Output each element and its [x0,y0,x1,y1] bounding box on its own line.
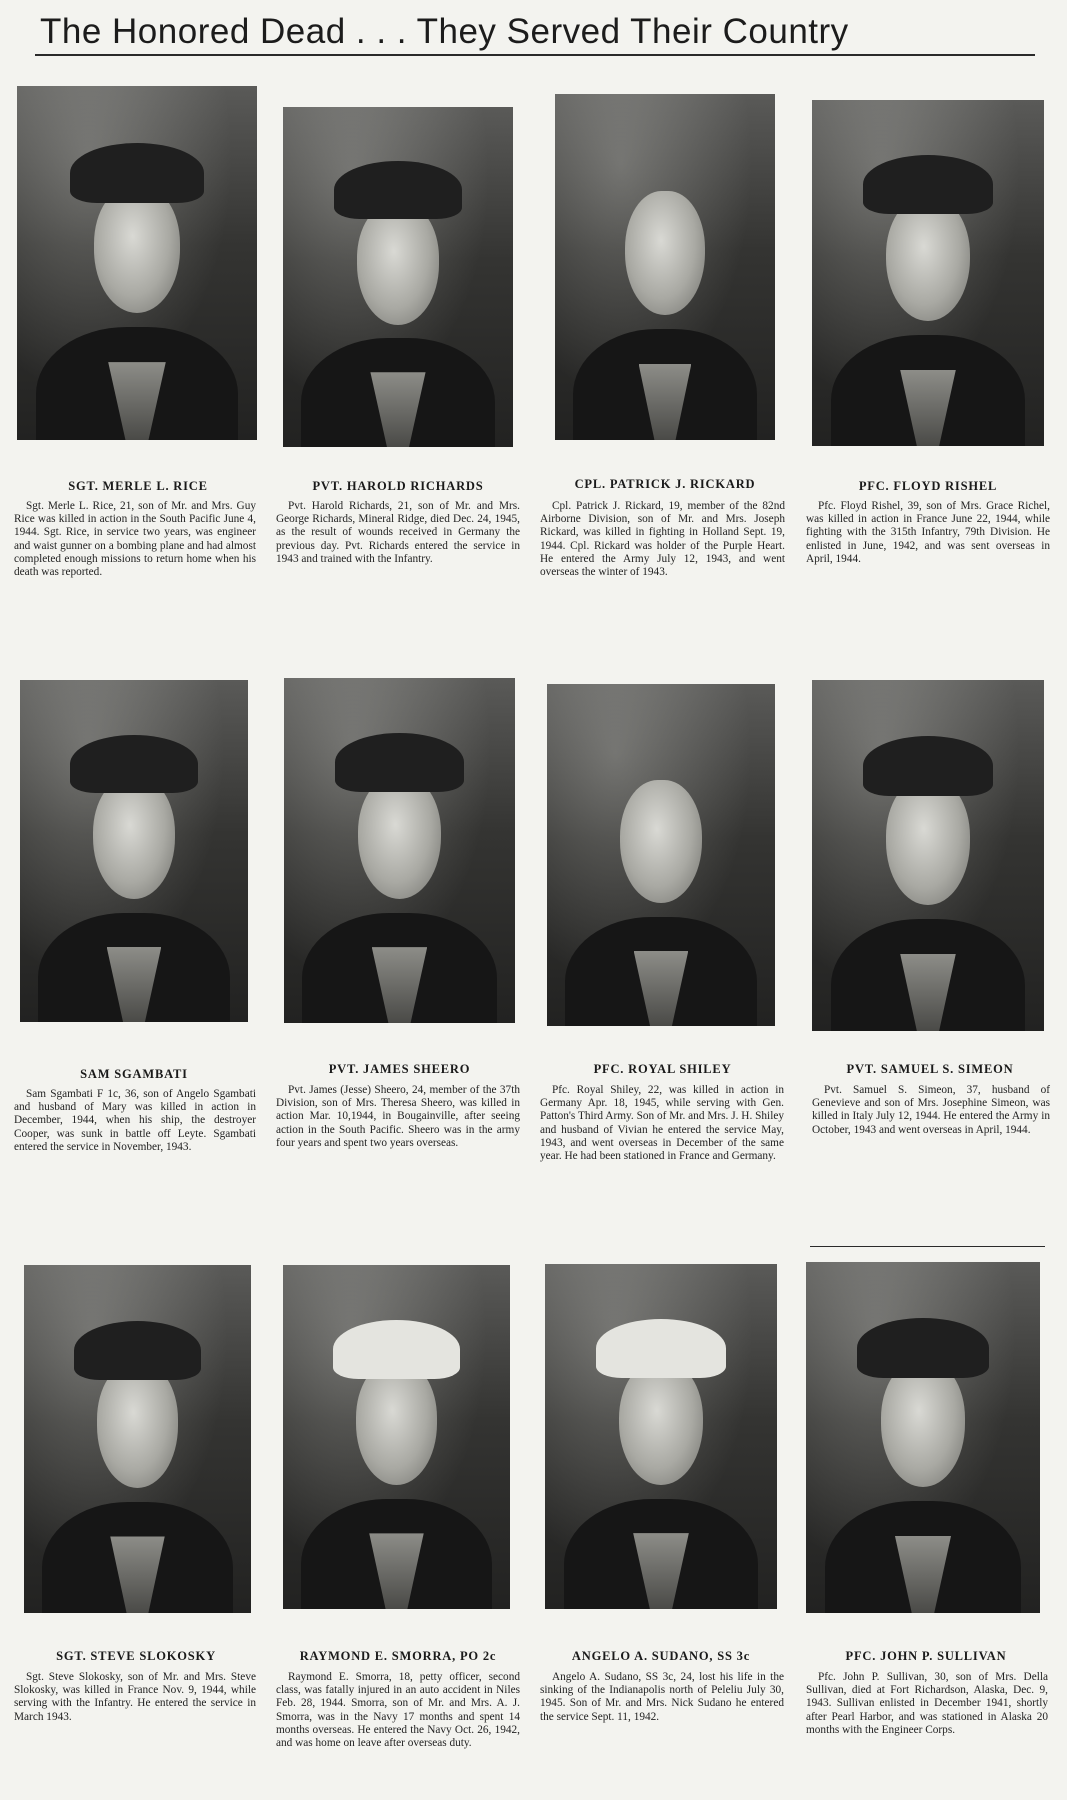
soldier-name: PVT. HAROLD RICHARDS [312,479,484,493]
soldier-bio: Pvt. James (Jesse) Sheero, 24, member of the 37th Division, son of Mrs. Theresa Sheero, was killed in action Mar. 10,1944, in Bougainville, after seeing action in the South Pacific. Sheero was in the army four years and spent two years overseas. [276,1084,520,1149]
soldier-name: ANGELO A. SUDANO, SS 3c [571,1649,751,1663]
portrait-photo [555,94,775,440]
soldier-bio: Pfc. Floyd Rishel, 39, son of Mrs. Grace Richel, was killed in action in France June 22, 1944, while fighting with the 315th Infantry, 79th Division. He enlisted in June, 1942, and was sent overseas in April, 1944. [806,500,1050,565]
soldier-bio: Sam Sgambati F 1c, 36, son of Angelo Sgambati and husband of Mary was killed in action in December, 1944, when his ship, the destroyer Cooper, was sunk in battle off Leyte. Sgambati entered the service in November, 1943. [14,1088,256,1153]
soldier-name: PFC. ROYAL SHILEY [593,1062,732,1076]
soldier-name: PVT. JAMES SHEERO [328,1062,471,1076]
soldier-bio: Sgt. Merle L. Rice, 21, son of Mr. and Mrs. Guy Rice was killed in action in the South Pacific June 4, 1944. Sgt. Rice, in service two years, was engineer and waist gunner on a bombing plane and had almost completed enough missions to return home when his death was reported. [14,500,256,579]
portrait-photo [283,107,513,447]
portrait-photo [547,684,775,1026]
soldier-bio: Sgt. Steve Slokosky, son of Mr. and Mrs. Steve Slokosky, was killed in France Nov. 9, 1944, while serving with the Infantry. He entered the service in March 1943. [14,1671,256,1723]
soldier-bio: Pvt. Samuel S. Simeon, 37, husband of Genevieve and son of Mrs. Josephine Simeon, was killed in Italy July 12, 1944. He entered the Army in October, 1943 and went overseas in April, 1944. [812,1084,1050,1136]
soldier-bio: Pvt. Harold Richards, 21, son of Mr. and Mrs. George Richards, Mineral Ridge, died Dec. 24, 1945, as the result of wounds received in Germany the previous day. Pvt. Richards entered the service in 1943 and trained with the Infantry. [276,500,520,565]
soldier-name: SGT. STEVE SLOKOSKY [56,1649,216,1663]
portrait-photo [812,680,1044,1031]
soldier-bio: Pfc. John P. Sullivan, 30, son of Mrs. Della Sullivan, died at Fort Richardson, Alaska, Dec. 9, 1943. Sullivan enlisted in December 1941, shortly after Pearl Harbor, and was stationed in Alaska 20 months with the Engineer Corps. [806,1671,1048,1736]
portrait-photo [284,678,515,1023]
soldier-bio: Angelo A. Sudano, SS 3c, 24, lost his life in the sinking of the Indianapolis north of Peleliu July 30, 1945. Son of Mr. and Mrs. Nick Sudano he entered the service Sept. 11, 1942. [540,1671,784,1723]
soldier-bio: Raymond E. Smorra, 18, petty officer, second class, was fatally injured in an auto accident in Niles Feb. 28, 1944. Smorra, son of Mr. and Mrs. A. J. Smorra, was in the Navy 17 months and spent 14 months overseas. He entered the Navy Oct. 26, 1942, and was home on leave after overseas duty. [276,1671,520,1750]
soldier-bio: Cpl. Patrick J. Rickard, 19, member of the 82nd Airborne Division, son of Mr. and Mrs. Joseph Rickard, was killed in fighting in Holland Sept. 19, 1944. Cpl. Rickard was holder of the Purple Heart. He entered the Army July 12, 1943, and went overseas the winter of 1943. [540,500,785,579]
soldier-name: RAYMOND E. SMORRA, PO 2c [299,1649,497,1663]
soldier-name: CPL. PATRICK J. RICKARD [574,477,756,491]
soldier-bio: Pfc. Royal Shiley, 22, was killed in action in Germany Apr. 18, 1945, while serving with Gen. Patton's Third Army. Son of Mr. and Mrs. J. H. Shiley and husband of Vivian he entered the service May, 1943, and went overseas in December of the same year. He had been stationed in France and Germany. [540,1084,784,1163]
portrait-photo [17,86,257,440]
portrait-photo [812,100,1044,446]
headline-rule [35,54,1035,56]
soldier-name: PFC. JOHN P. SULLIVAN [845,1649,1007,1663]
portrait-photo [20,680,248,1022]
column-rule [810,1246,1045,1247]
soldier-name: SAM SGAMBATI [80,1067,188,1081]
soldier-name: SGT. MERLE L. RICE [68,479,208,493]
portrait-photo [806,1262,1040,1613]
page-headline: The Honored Dead . . . They Served Their Country [40,12,849,51]
portrait-photo [283,1265,510,1609]
portrait-photo [545,1264,777,1609]
soldier-name: PVT. SAMUEL S. SIMEON [846,1062,1014,1076]
portrait-photo [24,1265,251,1613]
soldier-name: PFC. FLOYD RISHEL [858,479,998,493]
